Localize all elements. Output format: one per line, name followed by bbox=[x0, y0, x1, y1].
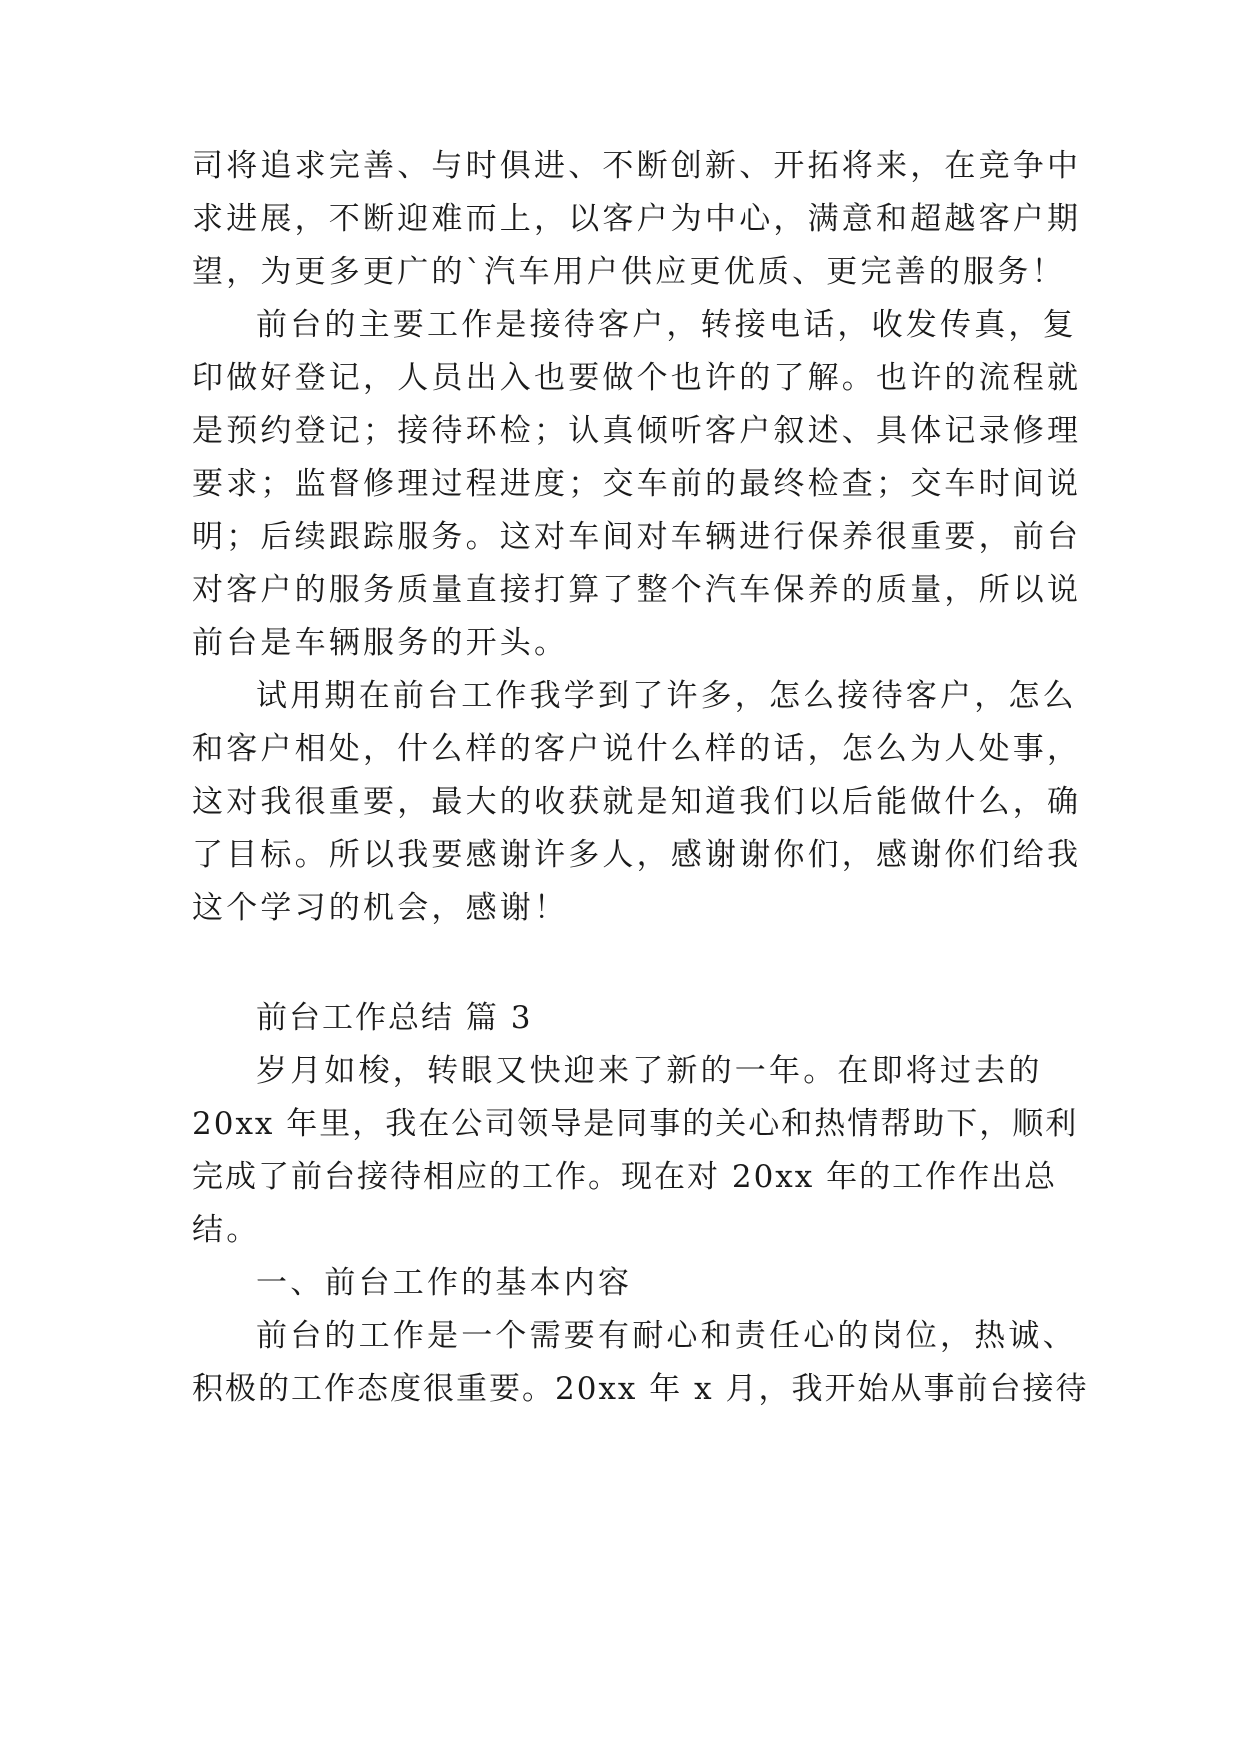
paragraph-start: 前台的工作是一个需要有耐心和责任心的岗位，热诚、 bbox=[256, 1318, 1077, 1354]
subsection-heading: 一、前台工作的基本内容 bbox=[256, 1265, 633, 1301]
text-line: 印做好登记，人员出入也要做个也许的了解。也许的流程就 bbox=[192, 360, 1082, 396]
text-line: 结。 bbox=[192, 1212, 261, 1248]
text-line: 是预约登记；接待环检；认真倾听客户叙述、具体记录修理 bbox=[192, 413, 1082, 449]
text-line: 要求；监督修理过程进度；交车前的最终检查；交车时间说 bbox=[192, 466, 1082, 502]
text-line: 求进展，不断迎难而上，以客户为中心，满意和超越客户期 bbox=[192, 201, 1082, 237]
text-line: 了目标。所以我要感谢许多人，感谢谢你们，感谢你们给我 bbox=[192, 837, 1082, 873]
paragraph-start: 前台的主要工作是接待客户，转接电话，收发传真，复 bbox=[256, 307, 1077, 343]
text-line: 明；后续跟踪服务。这对车间对车辆进行保养很重要，前台 bbox=[192, 519, 1082, 555]
text-line: 积极的工作态度很重要。20xx 年 x 月，我开始从事前台接待 bbox=[192, 1371, 1089, 1407]
text-line: 完成了前台接待相应的工作。现在对 20xx 年的工作作出总 bbox=[192, 1159, 1058, 1195]
text-line: 前台是车辆服务的开头。 bbox=[192, 625, 569, 661]
text-line: 司将追求完善、与时俱进、不断创新、开拓将来，在竞争中 bbox=[192, 148, 1082, 184]
text-line: 望，为更多更广的`汽车用户供应更优质、更完善的服务！ bbox=[192, 254, 1066, 290]
text-line: 20xx 年里，我在公司领导是同事的关心和热情帮助下，顺利 bbox=[192, 1106, 1079, 1142]
text-line: 这个学习的机会，感谢！ bbox=[192, 890, 569, 926]
text-line: 这对我很重要，最大的收获就是知道我们以后能做什么，确 bbox=[192, 784, 1082, 820]
section-heading: 前台工作总结 篇 3 bbox=[256, 1000, 533, 1036]
text-line: 和客户相处，什么样的客户说什么样的话，怎么为人处事， bbox=[192, 731, 1082, 767]
paragraph-start: 试用期在前台工作我学到了许多，怎么接待客户，怎么 bbox=[256, 678, 1077, 714]
paragraph-start: 岁月如梭，转眼又快迎来了新的一年。在即将过去的 bbox=[256, 1053, 1043, 1089]
text-line: 对客户的服务质量直接打算了整个汽车保养的质量，所以说 bbox=[192, 572, 1082, 608]
